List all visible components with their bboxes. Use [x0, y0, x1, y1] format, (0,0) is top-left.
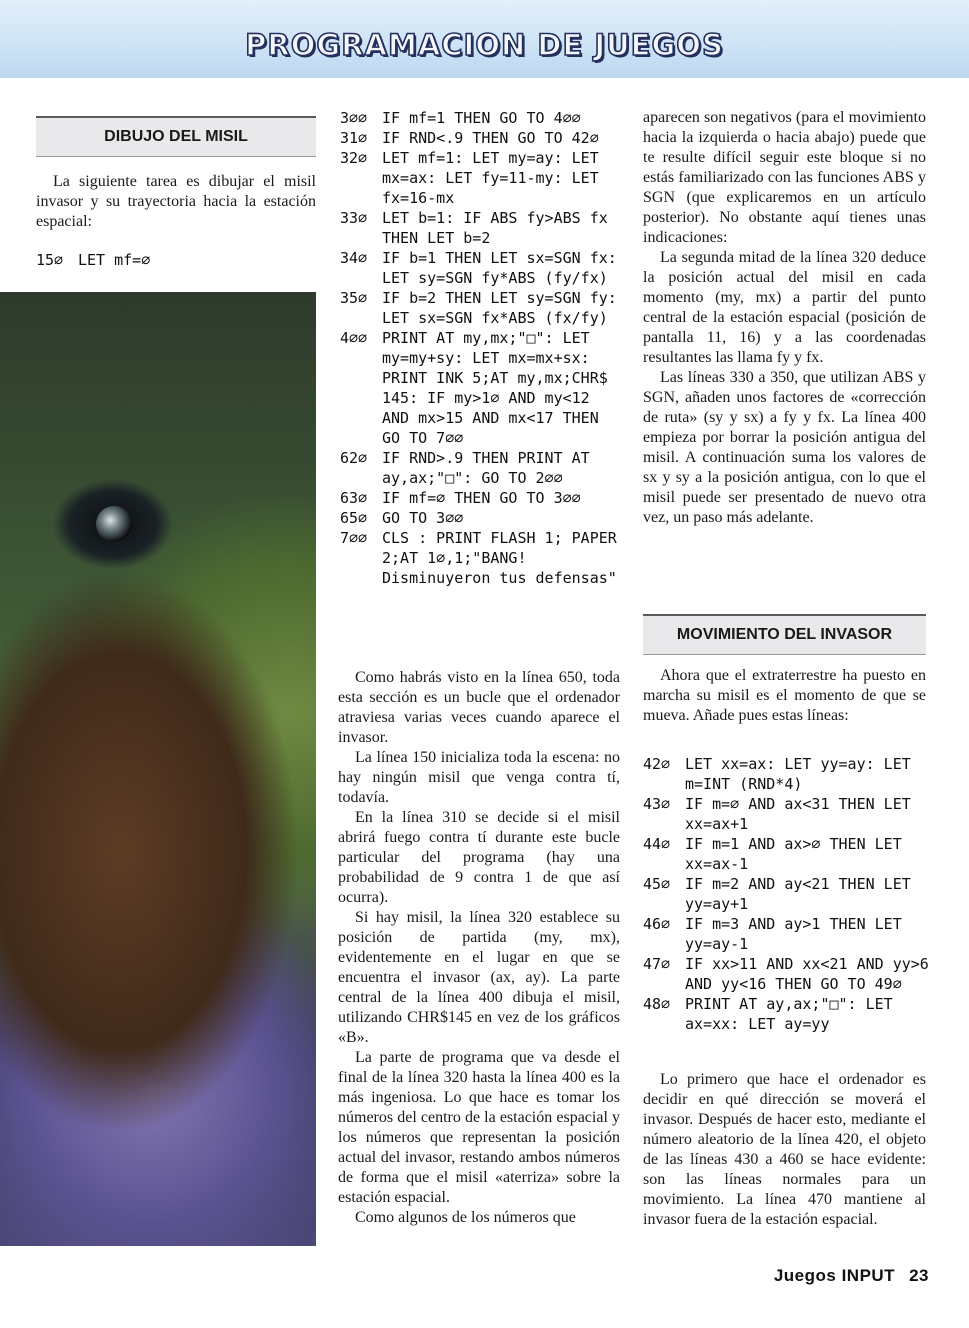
line-number: 42⌀ [643, 755, 671, 773]
line-number: 34⌀ [340, 249, 368, 267]
line-number: 7⌀⌀ [340, 529, 368, 547]
code-line [643, 954, 938, 994]
code-line [36, 250, 316, 270]
line-number: 44⌀ [643, 835, 671, 853]
line-number: 15⌀ [36, 251, 64, 269]
paragraph: La línea 150 inicializa toda la escena: no hay ningún misil que venga contra tí, todavía. [338, 749, 620, 806]
code-statement: IF m=1 AND ax>⌀ THEN LET xx=ax-1 [685, 835, 911, 873]
code-line [643, 914, 933, 954]
right-intro [643, 666, 926, 726]
code-statement: IF RND<.9 THEN GO TO 42⌀ [382, 129, 599, 147]
code-statement: IF xx>11 AND xx<21 AND yy>6 AND yy<16 THEN GO TO 49⌀ [685, 955, 938, 993]
code-statement: IF m=2 AND ay<21 THEN LET yy=ay+1 [685, 875, 920, 913]
code-statement: LET mf=⌀ [78, 251, 151, 269]
code-line [340, 328, 624, 448]
line-number: 45⌀ [643, 875, 671, 893]
section-heading-misil: DIBUJO DEL MISIL [36, 116, 316, 157]
line-number: 4⌀⌀ [340, 329, 368, 347]
code-line [340, 508, 624, 528]
middle-text [338, 668, 620, 1228]
line-number: 3⌀⌀ [340, 109, 368, 127]
line-number: 32⌀ [340, 149, 368, 167]
page-header [0, 0, 969, 78]
code-statement: LET mf=1: LET my=ay: LET mx=ax: LET fy=11-my: LET fx=16-mx [382, 149, 608, 207]
middle-code-listing [340, 108, 624, 588]
paragraph: Si hay misil, la línea 320 establece su posición de partida (my, mx), evidentemente en el lugar en que se encuentra el invasor (ax, ay). La parte central de la línea 400 dibuja el misil, utilizando CHR$145 en vez de los gráficos «B». [338, 909, 620, 1046]
code-line [340, 488, 624, 508]
code-statement: IF RND>.9 THEN PRINT AT ay,ax;"□": GO TO 2⌀⌀ [382, 449, 599, 487]
code-line [340, 208, 624, 248]
footer-label: Juegos INPUT [773, 1266, 896, 1285]
code-line [340, 248, 624, 288]
line-number: 48⌀ [643, 995, 671, 1013]
code-statement: GO TO 3⌀⌀ [382, 509, 464, 527]
code-statement: IF m=⌀ AND ax<31 THEN LET xx=ax+1 [685, 795, 920, 833]
line-number: 43⌀ [643, 795, 671, 813]
code-statement: IF b=1 THEN LET sx=SGN fx: LET sy=SGN fy*ABS (fy/fx) [382, 249, 626, 287]
code-line [340, 448, 624, 488]
right-text-top [643, 108, 926, 528]
paragraph: En la línea 310 se decide si el misil abrirá fuego contra tí durante este bucle particular del programa (hay una probabilidad de 9 contra 1 de que así ocurra). [338, 809, 620, 906]
left-code-listing [36, 250, 316, 270]
code-statement: IF mf=1 THEN GO TO 4⌀⌀ [382, 109, 581, 127]
code-line [340, 108, 624, 128]
page-number: 23 [909, 1266, 929, 1285]
code-statement: PRINT AT my,mx;"□": LET my=my+sy: LET mx=mx+sx: PRINT INK 5;AT my,mx;CHR$ 145: IF my>1⌀ AND my<12 AND mx>15 AND mx<17 THEN GO TO 7⌀⌀ [382, 329, 617, 447]
code-line [643, 874, 933, 914]
line-number: 63⌀ [340, 489, 368, 507]
paragraph: Como algunos de los números que [355, 1209, 576, 1226]
line-number: 47⌀ [643, 955, 671, 973]
page-footer [774, 1266, 929, 1286]
line-number: 35⌀ [340, 289, 368, 307]
code-line [340, 148, 624, 208]
code-line [340, 128, 624, 148]
code-statement: LET xx=ax: LET yy=ay: LET m=INT (RND*4) [685, 755, 920, 793]
header-title: PROGRAMACION DE JUEGOS [245, 28, 724, 62]
code-statement: IF b=2 THEN LET sy=SGN fy: LET sx=SGN fx*ABS (fx/fy) [382, 289, 626, 327]
line-number: 31⌀ [340, 129, 368, 147]
paragraph: La parte de programa que va desde el final de la línea 320 hasta la línea 400 es la más ingeniosa. Lo que hace es tomar los números del centro de la estación espacial y los números que representan la posición actual del invasor, restando ambos números de forma que el misil «aterriza» sobre la estación espacial. [338, 1049, 620, 1206]
code-statement: PRINT AT ay,ax;"□": LET ax=xx: LET ay=yy [685, 995, 902, 1033]
left-intro [36, 172, 316, 232]
code-statement: IF m=3 AND ay>1 THEN LET yy=ay-1 [685, 915, 911, 953]
code-line [643, 834, 933, 874]
code-statement: CLS : PRINT FLASH 1; PAPER 2;AT 1⌀,1;"BANG! Disminuyeron tus defensas" [382, 529, 626, 587]
line-number: 62⌀ [340, 449, 368, 467]
code-line [340, 288, 624, 328]
paragraph: Como habrás visto en la línea 650, toda esta sección es un bucle que el ordenador atraviesa varias veces cuando aparece el invasor. [338, 669, 620, 746]
paragraph: aparecen son negativos (para el movimiento hacia la izquierda o hacia abajo) puede que te resulte difícil seguir este bloque si no estás familiarizado con las funciones ABS y SGN (que explicaremos en un artículo posterior). No obstante aquí tienes unas indicaciones: [643, 109, 926, 246]
right-intro-text: Ahora que el extraterrestre ha puesto en marcha su misil es el momento de que se mueva. Añade pues estas líneas: [643, 667, 926, 724]
left-intro-text: La siguiente tarea es dibujar el misil invasor y su trayectoria hacia la estación espacial: [36, 173, 316, 230]
alien-artwork [0, 292, 316, 1246]
line-number: 33⌀ [340, 209, 368, 227]
paragraph: Lo primero que hace el ordenador es decidir en qué dirección se moverá el invasor. Después de hacer esto, mediante el número aleatorio de la línea 420, el objeto de las líneas 430 a 460 se hace evidente: son las líneas normales para un movimiento. La línea 470 mantiene al invasor fuera de la estación espacial. [643, 1071, 926, 1228]
code-line [643, 794, 933, 834]
right-text-bottom [643, 1070, 926, 1230]
code-line [643, 994, 933, 1034]
alien-eye-icon [96, 506, 132, 542]
code-line [340, 528, 624, 588]
code-statement: LET b=1: IF ABS fy>ABS fx THEN LET b=2 [382, 209, 617, 247]
paragraph: Las líneas 330 a 350, que utilizan ABS y SGN, añaden unos factores de «corrección de ruta» (sy y sx) a fy y fx. La línea 400 empieza por borrar la posición antigua del misil. A continuación suma los valores de sx y sy a la posición antigua, con lo que el misil puede ser presentado de nuevo otra vez, un paso más adelante. [643, 369, 926, 526]
paragraph: La segunda mitad de la línea 320 deduce la posición actual del misil en cada momento (my, mx) a partir del punto central de la estación espacial (posición de pantalla 11, 16) y a las coordenadas resultantes las llama fy y fx. [643, 249, 926, 366]
line-number: 46⌀ [643, 915, 671, 933]
code-statement: IF mf=⌀ THEN GO TO 3⌀⌀ [382, 489, 581, 507]
line-number: 65⌀ [340, 509, 368, 527]
section-heading-invasor: MOVIMIENTO DEL INVASOR [643, 614, 926, 655]
code-line [643, 754, 933, 794]
right-code-listing [643, 754, 938, 1034]
